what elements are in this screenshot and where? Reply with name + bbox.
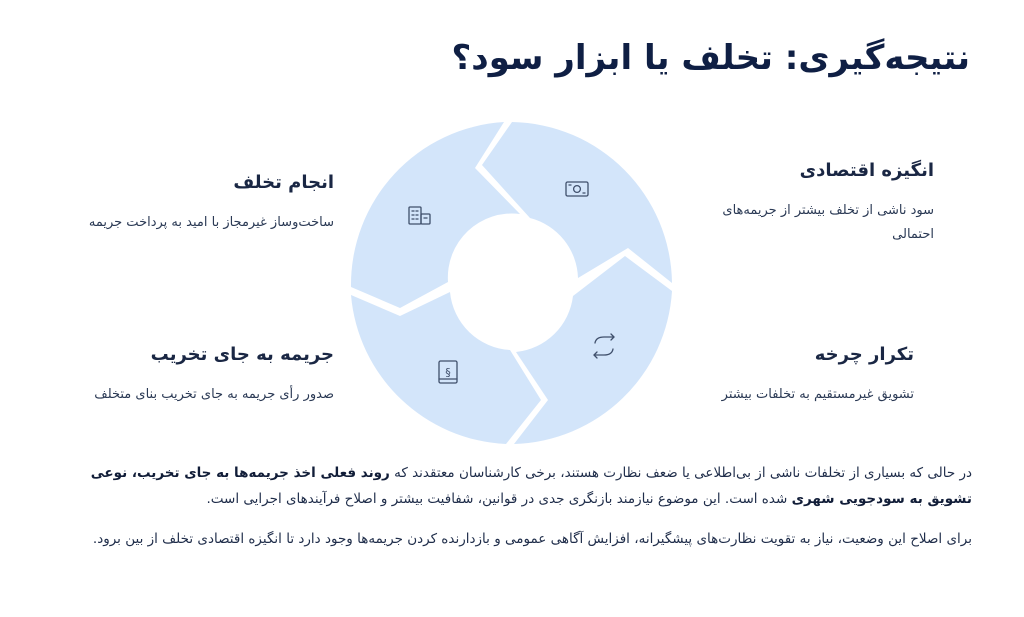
paragraph-bold-text: روند فعلی اخذ جریمه‌ها به جای تخریب، نوعی تشویق به سودجویی شهری <box>90 465 972 507</box>
cycle-item-repeat <box>694 344 914 407</box>
cycle-segment-repeat <box>514 256 672 444</box>
paragraph-text: در حالی که بسیاری از تخلفات ناشی از بی‌اطلاعی یا ضعف نظارت هستند، برخی کارشناسان معتقدند که <box>389 465 972 481</box>
cycle-heading: انگیزه اقتصادی <box>799 160 934 181</box>
recommendation-paragraph: برای اصلاح این وضعیت، نیاز به تقویت نظارت‌های پیشگیرانه، افزایش آگاهی عمومی و بازدارنده کردن جریمه‌ها وجود دارد تا انگیزه اقتصادی تخلف از بین برود. <box>92 531 972 547</box>
cycle-item-fine <box>52 344 334 407</box>
cycle-heading: انجام تخلف <box>233 172 334 193</box>
paragraph-text: شده است. این موضوع نیازمند بازنگری جدی در قوانین، شفافیت بیشتر و اصلاح فرآیندهای اجرایی است. <box>206 491 792 507</box>
conclusion-paragraph <box>52 460 972 512</box>
cycle-item-violation <box>52 172 334 235</box>
cycle-text: ساخت‌وساز غیرمجاز با امید به پرداخت جریمه <box>88 215 334 230</box>
cycle-item-economic <box>694 160 934 247</box>
svg-text:§: § <box>445 366 451 379</box>
cycle-text: صدور رأی جریمه به جای تخریب بنای متخلف <box>94 387 334 402</box>
cycle-text: سود ناشی از تخلف بیشتر از جریمه‌های احتمالی <box>722 203 934 242</box>
cycle-diagram <box>345 118 679 448</box>
page-title: نتیجه‌گیری: تخلف یا ابزار سود؟ <box>451 38 970 78</box>
cycle-text: تشویق غیرمستقیم به تخلفات بیشتر <box>721 387 914 402</box>
cycle-heading: تکرار چرخه <box>814 344 914 365</box>
cycle-segment-economic <box>482 122 672 283</box>
cycle-heading: جریمه به جای تخریب <box>150 344 334 365</box>
